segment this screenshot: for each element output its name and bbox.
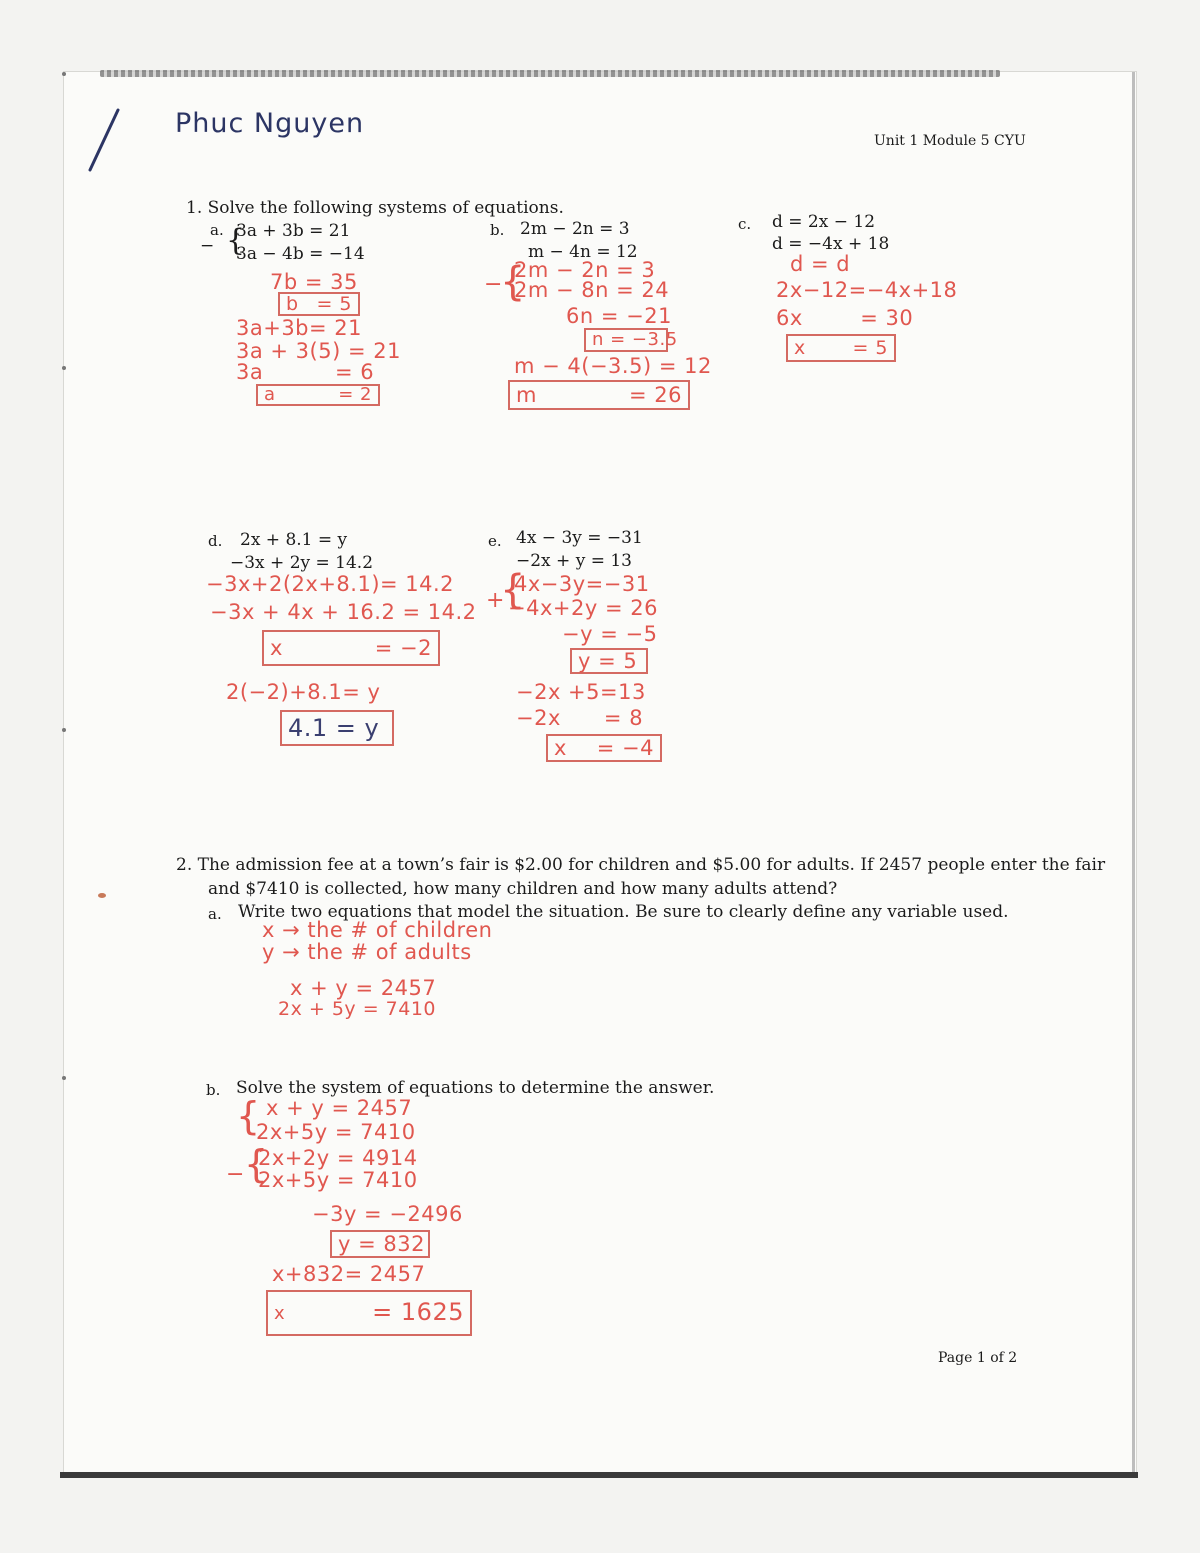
q2a-work-3: x + y = 2457 <box>290 976 437 1000</box>
q1b-eq2: m − 4n = 12 <box>528 242 638 262</box>
q1d-label: d. <box>208 532 223 550</box>
q1a-work-2: 3a+3b= 21 <box>236 316 363 340</box>
q1c-work-1: d = d <box>790 252 851 276</box>
page-footer: Page 1 of 2 <box>938 1350 1018 1366</box>
q2a-work-2: y → the # of adults <box>262 940 472 964</box>
q1c-work-2: 2x−12=−4x+18 <box>776 278 958 302</box>
q2-prompt-line2: and $7410 is collected, how many children and how many adults attend? <box>208 879 838 899</box>
q1a-answer-b: b = 5 <box>278 292 360 316</box>
q1c-answer-x: x = 5 <box>786 334 896 362</box>
q1e-work-4: −2x +5=13 <box>516 680 646 704</box>
q1d-work-3: 2(−2)+8.1= y <box>226 680 381 704</box>
q1e-work-1: 4x−3y=−31 <box>514 572 650 596</box>
q1e-label: e. <box>488 532 502 550</box>
q1b-answer-n: n = −3.5 <box>584 328 668 352</box>
q2a-work-4: 2x + 5y = 7410 <box>278 998 437 1020</box>
q1a-answer-a: a = 2 <box>256 384 380 406</box>
q1a-work-3: 3a + 3(5) = 21 <box>236 339 401 363</box>
page-right-edge <box>1132 72 1135 1476</box>
q1b-work-3: 6n = −21 <box>566 304 672 328</box>
page-top-edge <box>100 70 1000 77</box>
brace: { <box>500 259 526 305</box>
q1d-eq1: 2x + 8.1 = y <box>240 530 348 550</box>
q2b-work-5: −3y = −2496 <box>312 1202 463 1226</box>
brace: { <box>244 1142 269 1186</box>
q2b-answer-x: x = 1625 <box>266 1290 472 1336</box>
student-name: Phuc Nguyen <box>175 108 365 139</box>
q1b-work-4: m − 4(−3.5) = 12 <box>514 354 712 378</box>
scan-mark <box>98 893 106 898</box>
q1b-operator: − <box>484 272 503 297</box>
q1a-eq2: 3a − 4b = −14 <box>236 244 365 264</box>
q1e-work-3: −y = −5 <box>562 622 658 646</box>
q1c-work-3: 6x = 30 <box>776 306 914 330</box>
brace: { <box>500 567 526 613</box>
q1a-work-4: 3a = 6 <box>236 360 375 384</box>
q2b-label: b. <box>206 1081 221 1099</box>
module-title: Unit 1 Module 5 CYU <box>874 133 1026 149</box>
q1-prompt: 1. Solve the following systems of equations. <box>186 198 564 218</box>
q2a-work-1: x → the # of children <box>262 918 493 942</box>
q1d-answer-y: 4.1 = y <box>280 710 394 746</box>
q1c-eq1: d = 2x − 12 <box>772 212 876 232</box>
grader-check-mark <box>86 108 122 174</box>
q1b-work-1: 2m − 2n = 3 <box>514 258 656 282</box>
q1b-answer-m: m = 26 <box>508 380 690 410</box>
q1b-label: b. <box>490 221 505 239</box>
q1b-eq1: 2m − 2n = 3 <box>520 219 630 239</box>
q1e-work-2: −4x+2y = 26 <box>508 596 658 620</box>
brace: { <box>236 1094 261 1138</box>
q2b-operator: − <box>226 1162 245 1187</box>
q2b-work-4: 2x+5y = 7410 <box>258 1168 418 1192</box>
q1e-work-5: −2x = 8 <box>516 706 644 730</box>
scan-dot <box>62 1076 66 1080</box>
q1a-eq1: 3a + 3b = 21 <box>236 221 351 241</box>
q1d-work-2: −3x + 4x + 16.2 = 14.2 <box>210 600 477 624</box>
q1d-work-1: −3x+2(2x+8.1)= 14.2 <box>206 572 455 596</box>
q2b-work-3: 2x+2y = 4914 <box>258 1146 418 1170</box>
q2b-text: Solve the system of equations to determine the answer. <box>236 1078 715 1098</box>
q1d-eq2: −3x + 2y = 14.2 <box>230 553 374 573</box>
q1a-label: a. <box>210 221 224 239</box>
q2b-work-1: x + y = 2457 <box>266 1096 413 1120</box>
q1c-label: c. <box>738 215 752 233</box>
scan-dot <box>62 72 66 76</box>
scan-dot <box>62 366 66 370</box>
q1a-operator: − <box>200 236 215 256</box>
q1b-work-2: 2m − 8n = 24 <box>514 278 670 302</box>
scan-dot <box>62 728 66 732</box>
q2a-label: a. <box>208 905 222 923</box>
q1a-work-1: 7b = 35 <box>270 270 358 294</box>
q2-prompt-line1: 2. The admission fee at a town’s fair is $2.00 for children and $5.00 for adults. If 2457 people enter the fair <box>176 855 1106 875</box>
q1d-answer-x: x = −2 <box>262 630 440 666</box>
q1e-answer-x: x = −4 <box>546 734 662 762</box>
q2b-work-2: 2x+5y = 7410 <box>256 1120 416 1144</box>
brace: { <box>226 223 246 258</box>
q1e-eq2: −2x + y = 13 <box>516 551 632 571</box>
q2a-text: Write two equations that model the situation. Be sure to clearly define any variable used. <box>238 902 1009 922</box>
q2b-work-6: x+832= 2457 <box>272 1262 426 1286</box>
q1e-answer-y: y = 5 <box>570 648 648 674</box>
q1c-eq2: d = −4x + 18 <box>772 234 890 254</box>
q1e-eq1: 4x − 3y = −31 <box>516 528 643 548</box>
page-bottom-edge <box>60 1472 1138 1478</box>
q1e-operator: + <box>486 588 505 613</box>
q2b-answer-y: y = 832 <box>330 1230 430 1258</box>
